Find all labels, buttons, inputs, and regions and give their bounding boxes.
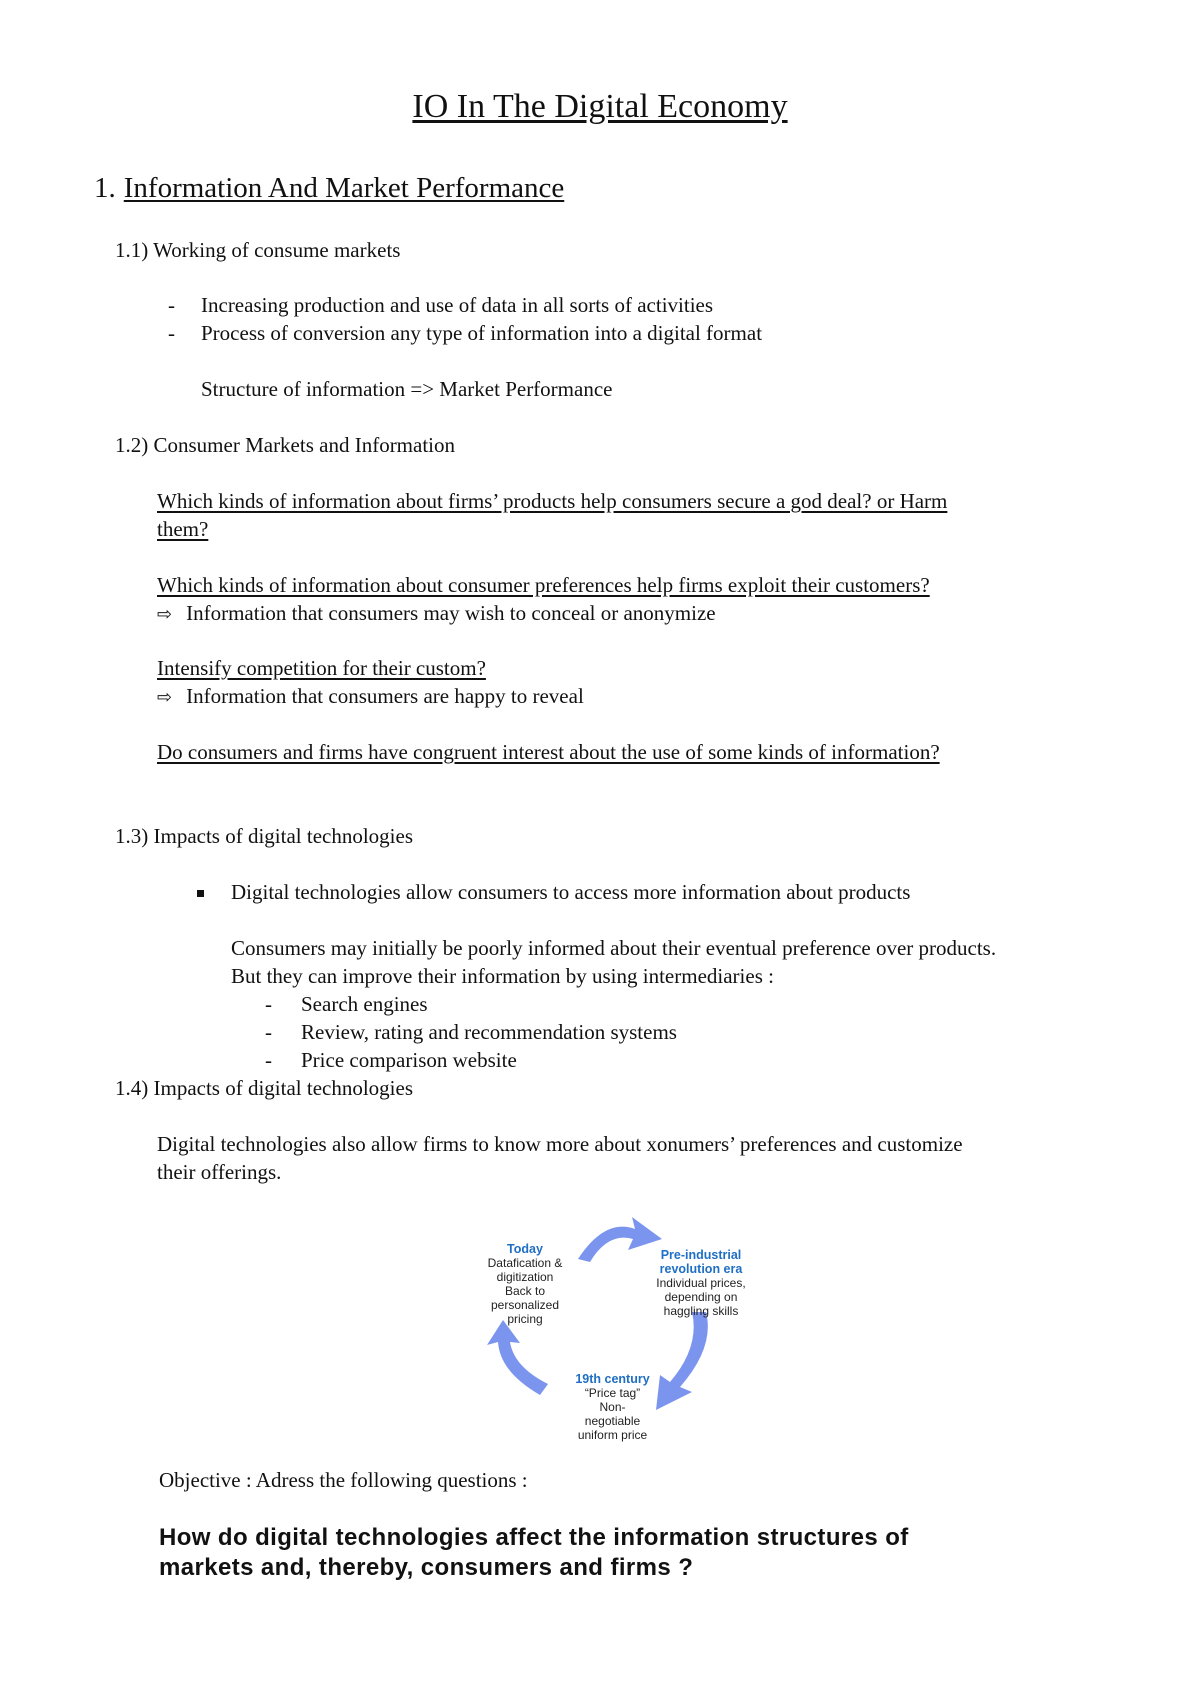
pre-industrial-line: depending on — [664, 1290, 738, 1304]
cycle-arrow-left — [487, 1320, 548, 1395]
question-1-line-1: Which kinds of information about firms’ products help consumers secure a god deal? or Harm — [157, 489, 948, 513]
nineteenth-century-label — [555, 1372, 670, 1442]
nineteenth-century-line: “Price tag” — [584, 1386, 641, 1400]
dash-bullet: - — [168, 293, 175, 317]
today-line: Datafication & — [487, 1256, 563, 1270]
question-3: Intensify competition for their custom? — [157, 656, 486, 680]
section-title: Information And Market Performance — [123, 172, 565, 204]
nineteenth-century-line: negotiable — [584, 1414, 641, 1428]
today-label — [470, 1242, 580, 1326]
key-question-line-2: markets and, thereby, consumers and firms ? — [159, 1554, 694, 1581]
answer-3 — [157, 684, 584, 709]
section-number: 1. — [94, 172, 116, 204]
bullet-text: Digital technologies allow consumers to access more information about products — [231, 880, 911, 904]
dash-bullet: - — [168, 321, 175, 345]
key-question-line-1: How do digital technologies affect the information structures of — [159, 1524, 909, 1551]
nineteenth-century-line: Non- — [599, 1400, 626, 1414]
list-item: Process of conversion any type of information into a digital format — [201, 321, 763, 345]
dash-bullet: - — [265, 1048, 272, 1072]
paragraph-line-2: their offerings. — [157, 1160, 282, 1184]
pre-industrial-label — [642, 1248, 760, 1318]
dash-bullet: - — [265, 992, 272, 1016]
subsection-1-3-heading: 1.3) Impacts of digital technologies — [115, 824, 414, 848]
answer-3-text: Information that consumers are happy to reveal — [186, 684, 584, 708]
square-bullet-icon — [197, 890, 204, 897]
intermediary-item: Review, rating and recommendation systems — [301, 1020, 677, 1044]
pre-industrial-heading-line: Pre-industrial — [660, 1248, 742, 1262]
paragraph-line-2: But they can improve their information by using intermediaries : — [231, 964, 774, 988]
paragraph-line-1: Consumers may initially be poorly informed about their eventual preference over products. — [231, 936, 997, 960]
today-line: digitization — [496, 1270, 554, 1284]
subsection-1-2-heading: 1.2) Consumer Markets and Information — [115, 433, 456, 457]
pricing-cycle-diagram — [470, 1212, 760, 1462]
list-item: Increasing production and use of data in all sorts of activities — [201, 293, 714, 317]
arrow-right-icon: ⇨ — [157, 604, 173, 625]
today-line: pricing — [507, 1312, 543, 1326]
question-1-line-2: them? — [157, 517, 209, 541]
today-line: Back to — [504, 1284, 546, 1298]
nineteenth-century-line: uniform price — [577, 1428, 648, 1442]
dash-bullet: - — [265, 1020, 272, 1044]
arrow-right-icon: ⇨ — [157, 687, 173, 708]
section-heading — [94, 172, 564, 205]
subsection-1-4-heading: 1.4) Impacts of digital technologies — [115, 1076, 414, 1100]
pre-industrial-line: Individual prices, — [656, 1276, 746, 1290]
answer-2-text: Information that consumers may wish to conceal or anonymize — [186, 601, 716, 625]
question-2: Which kinds of information about consumer preferences help firms exploit their customers? — [157, 573, 930, 597]
intermediary-item: Search engines — [301, 992, 428, 1016]
paragraph-line-1: Digital technologies also allow firms to know more about xonumers’ preferences and customize — [157, 1132, 963, 1156]
pre-industrial-heading-line: revolution era — [659, 1262, 743, 1276]
structure-note: Structure of information => Market Performance — [201, 377, 613, 401]
answer-2 — [157, 601, 716, 626]
today-heading: Today — [507, 1242, 543, 1256]
intermediary-item: Price comparison website — [301, 1048, 517, 1072]
objective-text: Objective : Adress the following questions : — [159, 1468, 528, 1492]
today-line: personalized — [490, 1298, 560, 1312]
nineteenth-century-heading: 19th century — [575, 1372, 650, 1386]
subsection-1-1-heading: 1.1) Working of consume markets — [115, 238, 401, 262]
question-4: Do consumers and firms have congruent interest about the use of some kinds of information? — [157, 740, 940, 764]
pre-industrial-line: haggling skills — [663, 1304, 739, 1318]
document-title: IO In The Digital Economy — [412, 88, 788, 125]
